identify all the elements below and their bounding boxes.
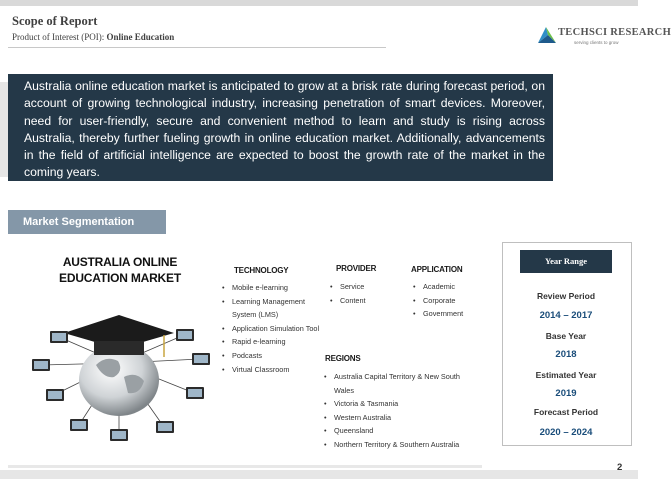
- review-period-label: Review Period: [536, 291, 596, 301]
- provider-list: [330, 280, 366, 307]
- subtitle-prefix: Product of Interest (POI):: [12, 32, 107, 42]
- list-item: • Virtual Classroom: [222, 364, 290, 374]
- page-number: 2: [617, 462, 623, 473]
- segmentation-panel-edge: [8, 465, 482, 468]
- forecast-period-label: Forecast Period: [533, 407, 599, 417]
- list-item: • Academic: [413, 282, 456, 291]
- technology-heading: TECHNOLOGY: [234, 266, 289, 275]
- page-title: Scope of Report: [12, 14, 98, 28]
- regions-list: [324, 370, 460, 452]
- list-item: • Corporate: [413, 295, 456, 305]
- list-item: • Government: [413, 309, 464, 319]
- list-item: • Service: [330, 282, 365, 291]
- logo-mark-icon: [536, 25, 558, 47]
- summary-accent: [0, 82, 8, 177]
- year-range-heading: Year Range: [520, 250, 612, 273]
- list-item: • Victoria & Tasmania: [324, 399, 399, 409]
- base-year-label: Base Year: [545, 331, 587, 341]
- list-item: • Mobile e-learning: [222, 283, 288, 292]
- technology-list: [222, 281, 319, 376]
- list-item: • Northern Territory & Southern Australia: [324, 439, 460, 449]
- estimated-year-label: Estimated Year: [535, 370, 597, 380]
- list-item: • Application Simulation Tool: [222, 323, 320, 333]
- application-list: [413, 280, 463, 321]
- application-heading: APPLICATION: [411, 265, 463, 274]
- estimated-year-value: 2019: [555, 388, 577, 399]
- review-period-value: 2014 – 2017: [539, 310, 593, 321]
- regions-heading: REGIONS: [325, 354, 361, 363]
- company-logo: [536, 25, 671, 47]
- list-item: • Australia Capital Territory & New South: [324, 372, 460, 381]
- globe-graduation-cap-image: [24, 285, 214, 445]
- market-title-line-1: AUSTRALIA ONLINE: [62, 255, 178, 269]
- market-title: [45, 254, 195, 286]
- list-item: • Queensland: [324, 426, 374, 436]
- provider-heading: PROVIDER: [336, 264, 377, 273]
- top-bar: [0, 0, 638, 6]
- page-subtitle: [12, 32, 174, 42]
- market-segmentation-tab: Market Segmentation: [8, 210, 166, 234]
- list-item: • Western Australia: [324, 412, 392, 422]
- title-divider: [8, 47, 386, 48]
- list-item: System (LMS): [232, 310, 279, 320]
- logo-name: TECHSCI RESEARCH: [558, 27, 671, 38]
- logo-tagline: serving clients to grow: [574, 40, 619, 45]
- list-item: • Podcasts: [222, 350, 263, 360]
- base-year-value: 2018: [555, 349, 577, 360]
- list-item: • Learning Management: [222, 296, 306, 306]
- summary-box: Australia online education market is anticipated to grow at a brisk rate during forecast period, on account of growing technological industry, increasing penetration of smart devices. Moreover, need for user-friendly, secure and convenient method to learn and study is rising across Australia, thereby further fueling growth in online education market. Additionally, advancements in the field of artificial intelligence are expected to boost the growth rate of the market in the coming years.: [8, 74, 553, 181]
- list-item: • Content: [330, 295, 366, 305]
- bottom-bar: [0, 470, 638, 479]
- list-item: • Rapid e-learning: [222, 337, 286, 347]
- list-item: Wales: [334, 385, 355, 395]
- market-title-line-2: EDUCATION MARKET: [59, 271, 181, 285]
- forecast-period-value: 2020 – 2024: [539, 427, 593, 438]
- subtitle-value: Online Education: [106, 32, 175, 42]
